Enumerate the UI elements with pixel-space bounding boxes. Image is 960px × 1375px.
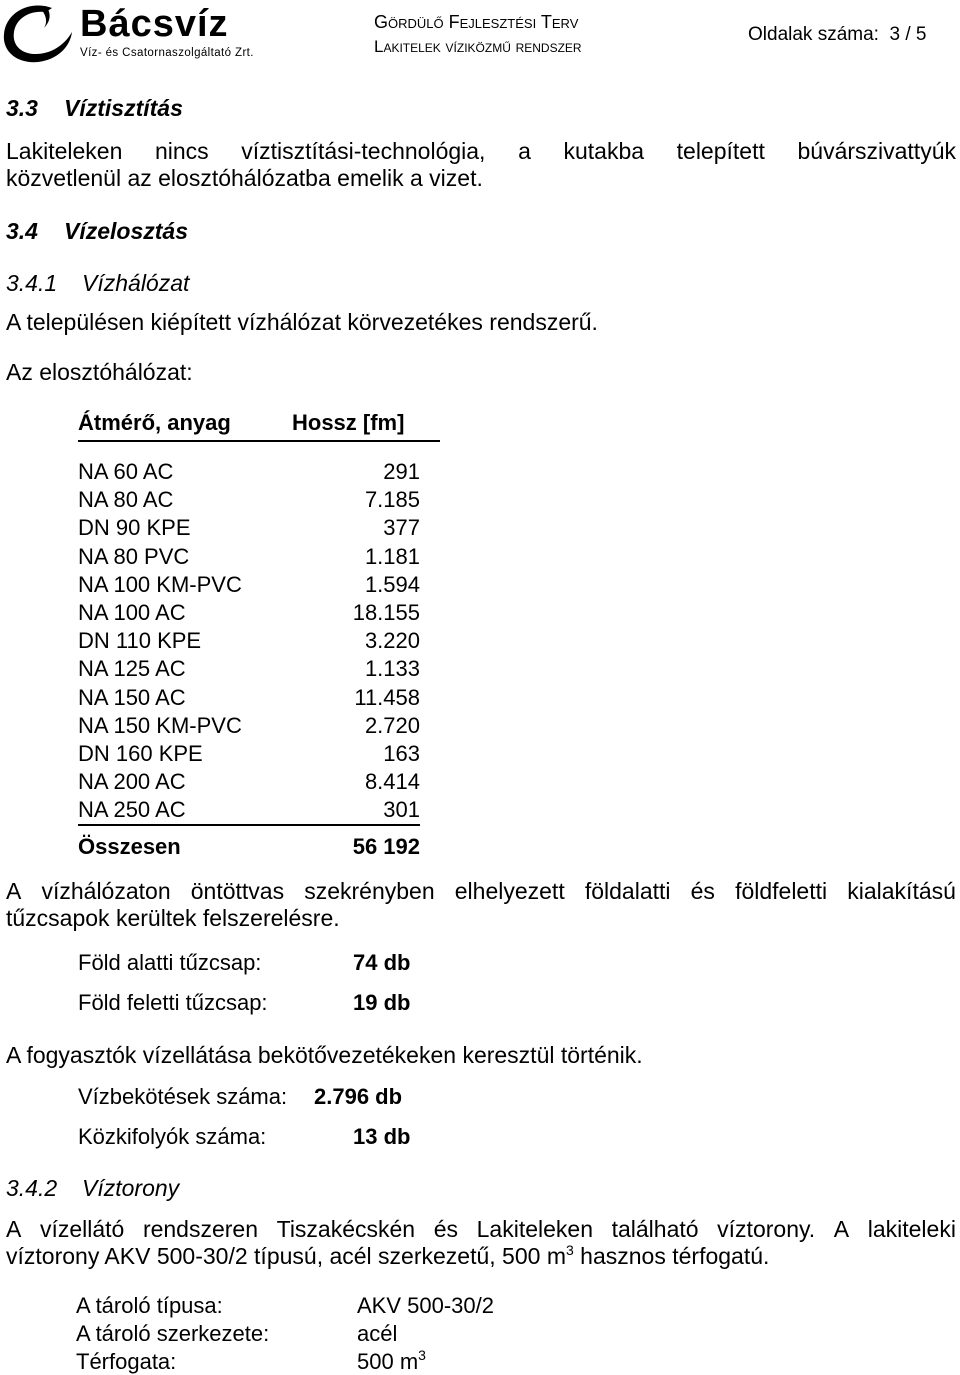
document-type: Gördülő Fejlesztési Terv [374,12,579,32]
pipe-diameter-material: NA 60 AC [78,459,174,485]
table-total-row [78,824,420,860]
section-3-4-heading [6,217,188,245]
section-3-4-2-heading [6,1174,179,1202]
pipe-diameter-material: NA 150 AC [78,684,186,710]
paragraph-line-1 [6,878,956,905]
pipe-table [78,410,440,860]
table-row [78,571,440,599]
overground-hydrant-label: Föld feletti tűzcsap: [78,990,268,1015]
pipe-diameter-material: NA 150 KM-PVC [78,712,242,738]
paragraph-line-2: közvetlenül az elosztóhálózatba emelik a vizet. [6,165,483,191]
public-taps-value: 13 db [353,1124,411,1149]
pipe-diameter-material: DN 90 KPE [78,515,191,541]
table-row [78,599,440,627]
pipe-diameter-material: NA 80 PVC [78,543,190,569]
pipe-length: 1.133 [364,656,420,682]
word: A [833,1216,850,1242]
word: kutakba [563,138,645,164]
water-tower-paragraph [6,1216,956,1270]
word: Lakiteleken [6,138,123,164]
section-title: Víztisztítás [64,95,183,121]
table-row [78,627,440,655]
table-row [78,712,440,740]
total-value: 56 192 [352,834,420,860]
public-taps-label: Közkifolyók száma: [78,1124,267,1149]
pipe-length: 2.720 [364,712,420,738]
word: víztisztítási-technológia, [241,138,486,164]
pipe-length: 291 [383,459,420,485]
pipe-length: 8.414 [364,769,420,795]
logo-subtitle: Víz- és Csatornaszolgáltató Zrt. [80,47,254,59]
network-description: A településen kiépített vízhálózat körvezetékes rendszerű. [6,309,598,335]
section-number: 3.3 [6,95,38,121]
connections-sentence: A fogyasztók vízellátása bekötővezetékeken keresztül történik. [6,1042,643,1068]
paragraph-line-2 [6,1243,956,1270]
section-number: 3.4.2 [6,1175,58,1201]
pipe-diameter-material: NA 125 AC [78,656,186,682]
pipe-length: 301 [383,797,420,823]
tank-type-label: A tároló típusa: [76,1293,223,1318]
table-row [78,768,440,796]
word: vízhálózaton [41,878,171,904]
column-header-diameter: Átmérő, anyag [78,410,231,435]
pipe-diameter-material: DN 110 KPE [78,628,202,654]
table-row [78,514,440,542]
pipe-length: 1.181 [364,543,420,569]
pipe-diameter-material: NA 250 AC [78,797,186,823]
word: Tiszakécskén [276,1216,416,1242]
table-row [78,796,440,824]
word: lakiteleki [867,1216,956,1242]
underground-hydrant-value: 74 db [353,950,411,975]
section-title: Víztorony [82,1175,180,1201]
tank-type-value: AKV 500-30/2 [357,1293,494,1318]
word: és [433,1216,459,1242]
table-body [78,458,440,824]
pipe-length: 11.458 [354,684,420,710]
total-label: Összesen [78,834,181,860]
word: szekrényben [304,878,435,904]
word: A [6,878,22,904]
text: 500 m [357,1349,419,1374]
superscript: 3 [565,1242,574,1258]
section-number: 3.4 [6,218,38,244]
pipe-length: 18.155 [352,600,420,626]
pipe-diameter-material: DN 160 KPE [78,740,203,766]
underground-hydrant-label: Föld alatti tűzcsap: [78,950,262,975]
overground-hydrant-value: 19 db [353,990,411,1015]
word: elhelyezett [454,878,565,904]
word: földalatti [584,878,671,904]
connections-count-value: 2.796 db [314,1084,403,1109]
word: földfeletti [735,878,828,904]
word: nincs [154,138,209,164]
page-count-label: Oldalak száma: [748,24,879,45]
section-title: Vízhálózat [82,270,190,296]
paragraph-line-2: tűzcsapok kerültek felszerelésre. [6,905,340,931]
text: víztorony AKV 500-30/2 típusú, acél szerkezetű, 500 m [6,1243,566,1269]
hydrants-paragraph [6,878,956,932]
connections-count-label: Vízbekötések száma: [78,1084,288,1109]
network-intro: Az elosztóhálózat: [6,359,193,385]
pipe-diameter-material: NA 100 AC [78,600,186,626]
pipe-length: 163 [383,740,420,766]
word: a [518,138,531,164]
project-name: Lakitelek víziközmű rendszer [374,37,582,56]
table-row [78,486,440,514]
section-title: Vízelosztás [64,218,188,244]
pipe-diameter-material: NA 80 AC [78,487,174,513]
word: rendszeren [142,1216,259,1242]
pipe-length: 377 [383,515,420,541]
pipe-diameter-material: NA 200 AC [78,769,186,795]
word: öntöttvas [190,878,285,904]
logo-name: Bácsvíz [80,3,229,45]
section-3-3-heading [6,94,183,122]
word: telepített [676,138,765,164]
table-row [78,458,440,486]
column-header-length: Hossz [fm] [292,410,405,435]
word: kialakítású [847,878,956,904]
pipe-length: 7.185 [364,487,420,513]
section-number: 3.4.1 [6,270,58,296]
paragraph-line-1 [6,138,956,165]
tank-volume-label: Térfogata: [76,1349,177,1374]
table-row [78,740,440,768]
superscript: 3 [418,1347,426,1363]
paragraph-line-1 [6,1216,956,1243]
tank-structure-label: A tároló szerkezete: [76,1321,270,1346]
word: Lakiteleken [476,1216,593,1242]
word: vízellátó [39,1216,125,1242]
table-row [78,684,440,712]
word: található [611,1216,699,1242]
company-logo [0,2,270,62]
pipe-length: 3.220 [364,628,420,654]
page-count-value: 3 / 5 [889,24,927,45]
word: és [690,878,715,904]
word: búvárszivattyúk [797,138,956,164]
table-header [78,410,440,442]
logo-swoosh-icon [0,2,76,64]
table-row [78,655,440,683]
section-3-4-1-heading [6,269,189,297]
pipe-length: 1.594 [364,571,420,597]
tank-structure-value: acél [357,1321,398,1346]
page-count [748,24,927,46]
pipe-diameter-material: NA 100 KM-PVC [78,571,242,597]
table-row [78,543,440,571]
section-3-3-paragraph [6,138,956,192]
word: víztorony. [717,1216,816,1242]
text: hasznos térfogatú. [573,1243,770,1269]
word: A [6,1216,22,1242]
tank-volume-value [357,1349,426,1375]
